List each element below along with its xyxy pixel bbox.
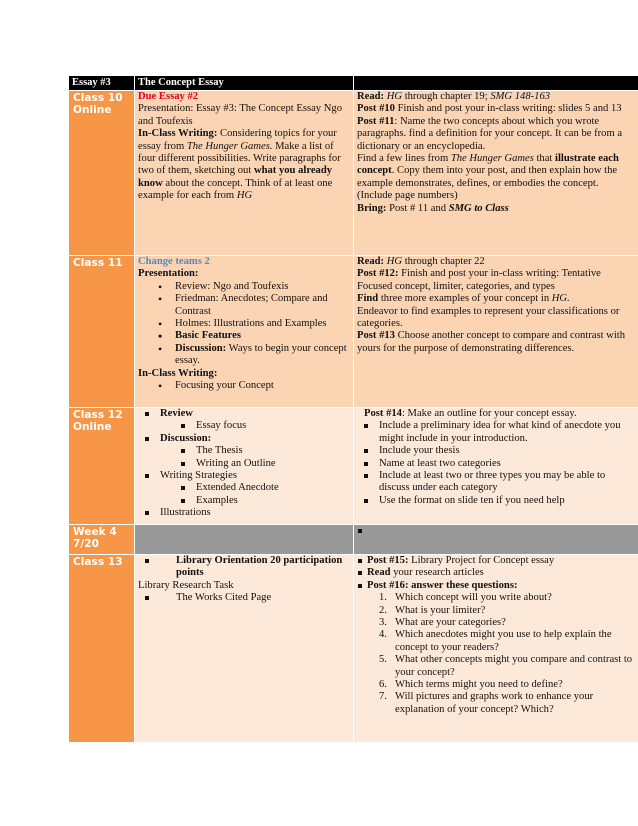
presentation-list — [138, 281, 350, 368]
schedule-table — [68, 75, 638, 743]
post-14: Post #14: Make an outline for your concept essay. — [364, 408, 577, 419]
post-13: Post #13 Choose another concept to compare and contrast with yours for the purpose of demonstrating differences. — [357, 330, 626, 354]
post-15: Post #15: Library Project for Concept essay — [357, 555, 635, 567]
class-10-in-class — [135, 91, 354, 256]
post-16: Post #16: answer these questions: — [357, 580, 635, 592]
list-item: Include at least two or three types you may be able to discuss under each category — [357, 470, 635, 495]
week-4-bullet-cell — [354, 525, 638, 555]
question-list — [357, 592, 635, 716]
header-row — [69, 76, 638, 91]
list-item: 6. Which terms might you need to define? — [379, 679, 563, 691]
list-item: • Review: Ngo and Toufexis — [138, 281, 350, 293]
class-13-in-class — [135, 555, 354, 743]
list-item: • Basic Features — [138, 330, 350, 342]
read-line: Read: HG through chapter 19; SMG 148-163 — [357, 91, 551, 102]
list-item: The Works Cited Page — [138, 592, 350, 604]
list-item: Use the format on slide ten if you need help — [357, 495, 635, 507]
week-4-blank — [135, 525, 354, 555]
list-item: 2. What is your limiter? — [379, 604, 486, 616]
list-item: Extended Anecdote — [138, 482, 350, 494]
post-10: Post #10 Finish and post your in-class writing: slides 5 and 13 — [357, 103, 622, 115]
list-item: 4. Which anecdotes might you use to help explain the concept to your readers? — [379, 629, 612, 653]
list-item: 5. What other concepts might you compare and contrast to your concept? — [379, 654, 633, 678]
class-12-label: Class 12 Online — [69, 408, 135, 525]
due-essay: Due Essay #2 — [138, 91, 199, 102]
find-examples: Find three more examples of your concept in HG. — [357, 293, 570, 305]
row-class-12 — [69, 408, 638, 525]
list-item: Writing Strategies — [138, 470, 350, 482]
list-item: 1. Which concept will you write about? — [379, 592, 552, 604]
change-teams: Change teams 2 — [138, 256, 210, 267]
list-item: Name at least two categories — [357, 458, 635, 470]
bring-line: Bring: Post # 11 and SMG to Class — [357, 202, 509, 214]
class-11-label: Class 11 — [69, 256, 135, 408]
list-item: Include your thesis — [357, 445, 635, 457]
read-line: Read: HG through chapter 22 — [357, 256, 485, 267]
class-13-homework — [354, 555, 638, 743]
class-10-label: Class 10 Online — [69, 91, 135, 256]
class-12-in-class — [135, 408, 354, 525]
row-week-4 — [69, 525, 638, 555]
row-class-13 — [69, 555, 638, 743]
class-12-homework — [354, 408, 638, 525]
class-10-homework — [354, 91, 638, 256]
list-item: 3. What are your categories? — [379, 617, 506, 629]
week-4-label: Week 4 7/20 — [69, 525, 135, 555]
list-item: • Friedman: Anecdotes; Compare and Contrast — [138, 293, 350, 318]
in-class-writing-label: In-Class Writing: — [138, 367, 218, 379]
header-title: The Concept Essay — [135, 76, 354, 91]
header-essay: Essay #3 — [69, 76, 135, 91]
endeavor-text: Endeavor to find examples to represent your classifications or categories. — [357, 305, 620, 330]
list-item: Include a preliminary idea for what kind of anecdote you might include in your introduction. — [357, 420, 635, 445]
library-task: Library Research Task — [138, 579, 234, 591]
post-11: Post #11: Name the two concepts about which you wrote paragraphs. find a definition for your concept. It can be from a dictionary or an encyclopedia. — [357, 115, 623, 152]
class-11-homework — [354, 256, 638, 408]
list-item: Examples — [138, 495, 350, 507]
class-11-in-class — [135, 256, 354, 408]
class-13-label: Class 13 — [69, 555, 135, 743]
empty-bullet — [357, 525, 635, 537]
presentation-label: Presentation: — [138, 268, 199, 280]
row-class-10 — [69, 91, 638, 256]
list-item: • Holmes: Illustrations and Examples — [138, 318, 350, 330]
list-item: The Thesis — [138, 445, 350, 457]
read-articles: Read your research articles — [357, 567, 635, 579]
list-item: • Discussion: Ways to begin your concept essay. — [138, 343, 350, 368]
post-12: Post #12: Finish and post your in-class writing: Tentative Focused concept, limiter, categories, and types — [357, 268, 601, 292]
list-item: Discussion: — [138, 433, 350, 445]
in-class-writing: In-Class Writing: Considering topics for your essay from The Hunger Games. Make a list of four different possibilities. Write paragraphs for two of them, sketching out what you already know about the concept. Think of at least one example for each from HG — [138, 128, 341, 202]
list-item: Illustrations — [138, 507, 350, 519]
list-item: Review — [138, 408, 350, 420]
find-lines: Find a few lines from The Hunger Games that illustrate each concept. Copy them into your post, and then explain how the example demonstrates, defines, or embodies the concept. (Include page numbers) — [357, 153, 619, 202]
presentation-text: Presentation: Essay #3: The Concept Essay Ngo and Toufexis — [138, 103, 342, 127]
list-item: Writing an Outline — [138, 458, 350, 470]
list-item: Library Orientation 20 participation points — [138, 555, 350, 580]
list-item: 7. Will pictures and graphs work to enhance your explanation of your concept? Which? — [379, 691, 594, 715]
header-blank — [354, 76, 638, 91]
row-class-11 — [69, 256, 638, 408]
list-item: Essay focus — [138, 420, 350, 432]
list-item: • Focusing your Concept — [138, 380, 350, 392]
